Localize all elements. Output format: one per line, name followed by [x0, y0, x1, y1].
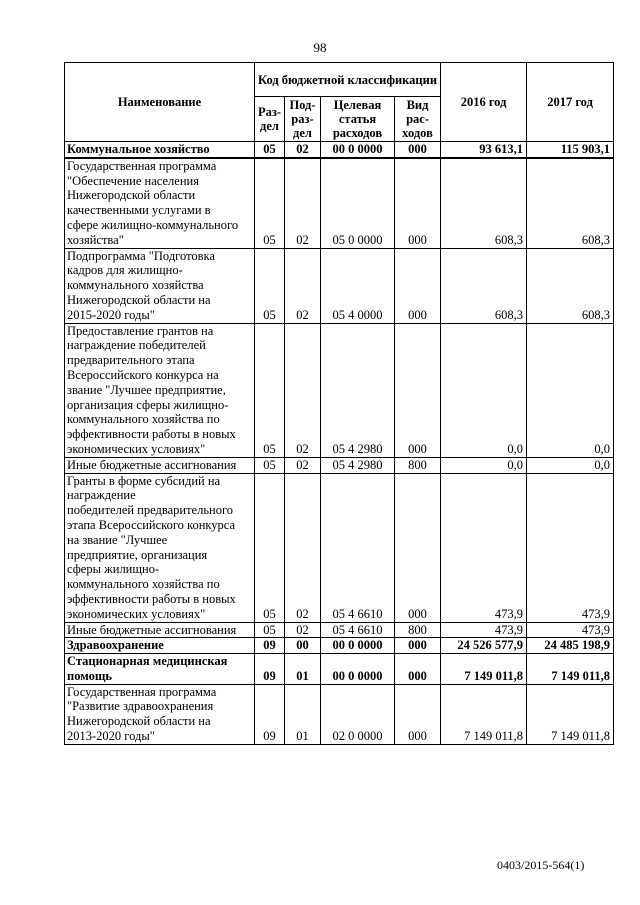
table-row	[65, 323, 614, 457]
cell-name: Гранты в форме субсидий на награждение победителей предварительного этапа Всероссийского конкурса на звание "Лучшее предприятие, организация сферы жилищно- коммунального хозяйства по эффективности работы в новых экономических условиях"	[65, 473, 255, 622]
header-2017: 2017 год	[527, 63, 614, 142]
cell-y2016: 473,9	[441, 473, 527, 622]
table-row	[65, 248, 614, 323]
cell-y2017: 7 149 011,8	[527, 684, 614, 744]
cell-razdel: 05	[255, 457, 285, 473]
cell-y2016: 7 149 011,8	[441, 684, 527, 744]
cell-name: Подпрограмма "Подготовка кадров для жилищно- коммунального хозяйства Нижегородской области на 2015-2020 годы"	[65, 248, 255, 323]
page-number: 98	[313, 40, 327, 55]
cell-razdel: 05	[255, 248, 285, 323]
cell-vid: 000	[395, 473, 441, 622]
cell-y2017: 608,3	[527, 248, 614, 323]
budget-table	[64, 62, 614, 745]
cell-razdel: 05	[255, 473, 285, 622]
document-code: 0403/2015-564(1)	[497, 858, 585, 872]
cell-vid: 000	[395, 638, 441, 654]
cell-statya: 05 4 2980	[321, 457, 395, 473]
cell-statya: 02 0 0000	[321, 684, 395, 744]
cell-statya: 00 0 0000	[321, 142, 395, 158]
cell-vid: 000	[395, 158, 441, 248]
header-code-group: Код бюджетной классификации	[255, 63, 441, 97]
header-2016: 2016 год	[441, 63, 527, 142]
table-row	[65, 654, 614, 685]
cell-y2017: 473,9	[527, 473, 614, 622]
cell-y2016: 608,3	[441, 248, 527, 323]
cell-name: Коммунальное хозяйство	[65, 142, 255, 158]
cell-statya: 05 4 6610	[321, 622, 395, 638]
cell-razdel: 09	[255, 654, 285, 685]
cell-statya: 05 4 0000	[321, 248, 395, 323]
cell-statya: 05 0 0000	[321, 158, 395, 248]
cell-vid: 000	[395, 142, 441, 158]
cell-y2016: 0,0	[441, 457, 527, 473]
table-row	[65, 158, 614, 248]
cell-razdel: 09	[255, 684, 285, 744]
cell-statya: 00 0 0000	[321, 654, 395, 685]
cell-name: Иные бюджетные ассигнования	[65, 457, 255, 473]
cell-y2017: 24 485 198,9	[527, 638, 614, 654]
cell-vid: 000	[395, 654, 441, 685]
table-row	[65, 622, 614, 638]
cell-y2016: 0,0	[441, 323, 527, 457]
header-podrazdel: Под- раз- дел	[285, 97, 321, 142]
table-row	[65, 457, 614, 473]
cell-y2017: 473,9	[527, 622, 614, 638]
cell-vid: 000	[395, 248, 441, 323]
cell-podrazdel: 02	[285, 248, 321, 323]
header-razdel: Раз- дел	[255, 97, 285, 142]
cell-vid: 000	[395, 684, 441, 744]
cell-y2017: 0,0	[527, 323, 614, 457]
table-row	[65, 473, 614, 622]
cell-name: Иные бюджетные ассигнования	[65, 622, 255, 638]
cell-vid: 000	[395, 323, 441, 457]
cell-y2016: 93 613,1	[441, 142, 527, 158]
cell-podrazdel: 02	[285, 158, 321, 248]
header-vid: Вид рас- ходов	[395, 97, 441, 142]
cell-name: Стационарная медицинская помощь	[65, 654, 255, 685]
header-statya: Целевая статья расходов	[321, 97, 395, 142]
cell-y2017: 115 903,1	[527, 142, 614, 158]
cell-statya: 05 4 6610	[321, 473, 395, 622]
cell-vid: 800	[395, 457, 441, 473]
table-row	[65, 638, 614, 654]
cell-y2017: 0,0	[527, 457, 614, 473]
cell-podrazdel: 01	[285, 654, 321, 685]
cell-y2017: 608,3	[527, 158, 614, 248]
cell-razdel: 05	[255, 142, 285, 158]
cell-name: Государственная программа "Развитие здравоохранения Нижегородской области на 2013-2020 годы"	[65, 684, 255, 744]
cell-podrazdel: 02	[285, 457, 321, 473]
cell-vid: 800	[395, 622, 441, 638]
cell-y2016: 24 526 577,9	[441, 638, 527, 654]
cell-podrazdel: 02	[285, 622, 321, 638]
table-row	[65, 684, 614, 744]
cell-podrazdel: 01	[285, 684, 321, 744]
cell-name: Государственная программа "Обеспечение населения Нижегородской области качественными услугами в сфере жилищно-коммунального хозяйства"	[65, 158, 255, 248]
cell-y2017: 7 149 011,8	[527, 654, 614, 685]
cell-razdel: 05	[255, 323, 285, 457]
cell-podrazdel: 02	[285, 473, 321, 622]
cell-y2016: 608,3	[441, 158, 527, 248]
cell-name: Предоставление грантов на награждение победителей предварительного этапа Всероссийского конкурса на звание "Лучшее предприятие, организация сферы жилищно- коммунального хозяйства по эффективности работы в новых экономических условиях"	[65, 323, 255, 457]
cell-statya: 05 4 2980	[321, 323, 395, 457]
cell-y2016: 7 149 011,8	[441, 654, 527, 685]
cell-podrazdel: 02	[285, 142, 321, 158]
cell-name: Здравоохранение	[65, 638, 255, 654]
cell-razdel: 05	[255, 622, 285, 638]
cell-statya: 00 0 0000	[321, 638, 395, 654]
table-row	[65, 142, 614, 158]
cell-razdel: 05	[255, 158, 285, 248]
cell-razdel: 09	[255, 638, 285, 654]
cell-podrazdel: 02	[285, 323, 321, 457]
cell-y2016: 473,9	[441, 622, 527, 638]
cell-podrazdel: 00	[285, 638, 321, 654]
header-name: Наименование	[65, 63, 255, 142]
